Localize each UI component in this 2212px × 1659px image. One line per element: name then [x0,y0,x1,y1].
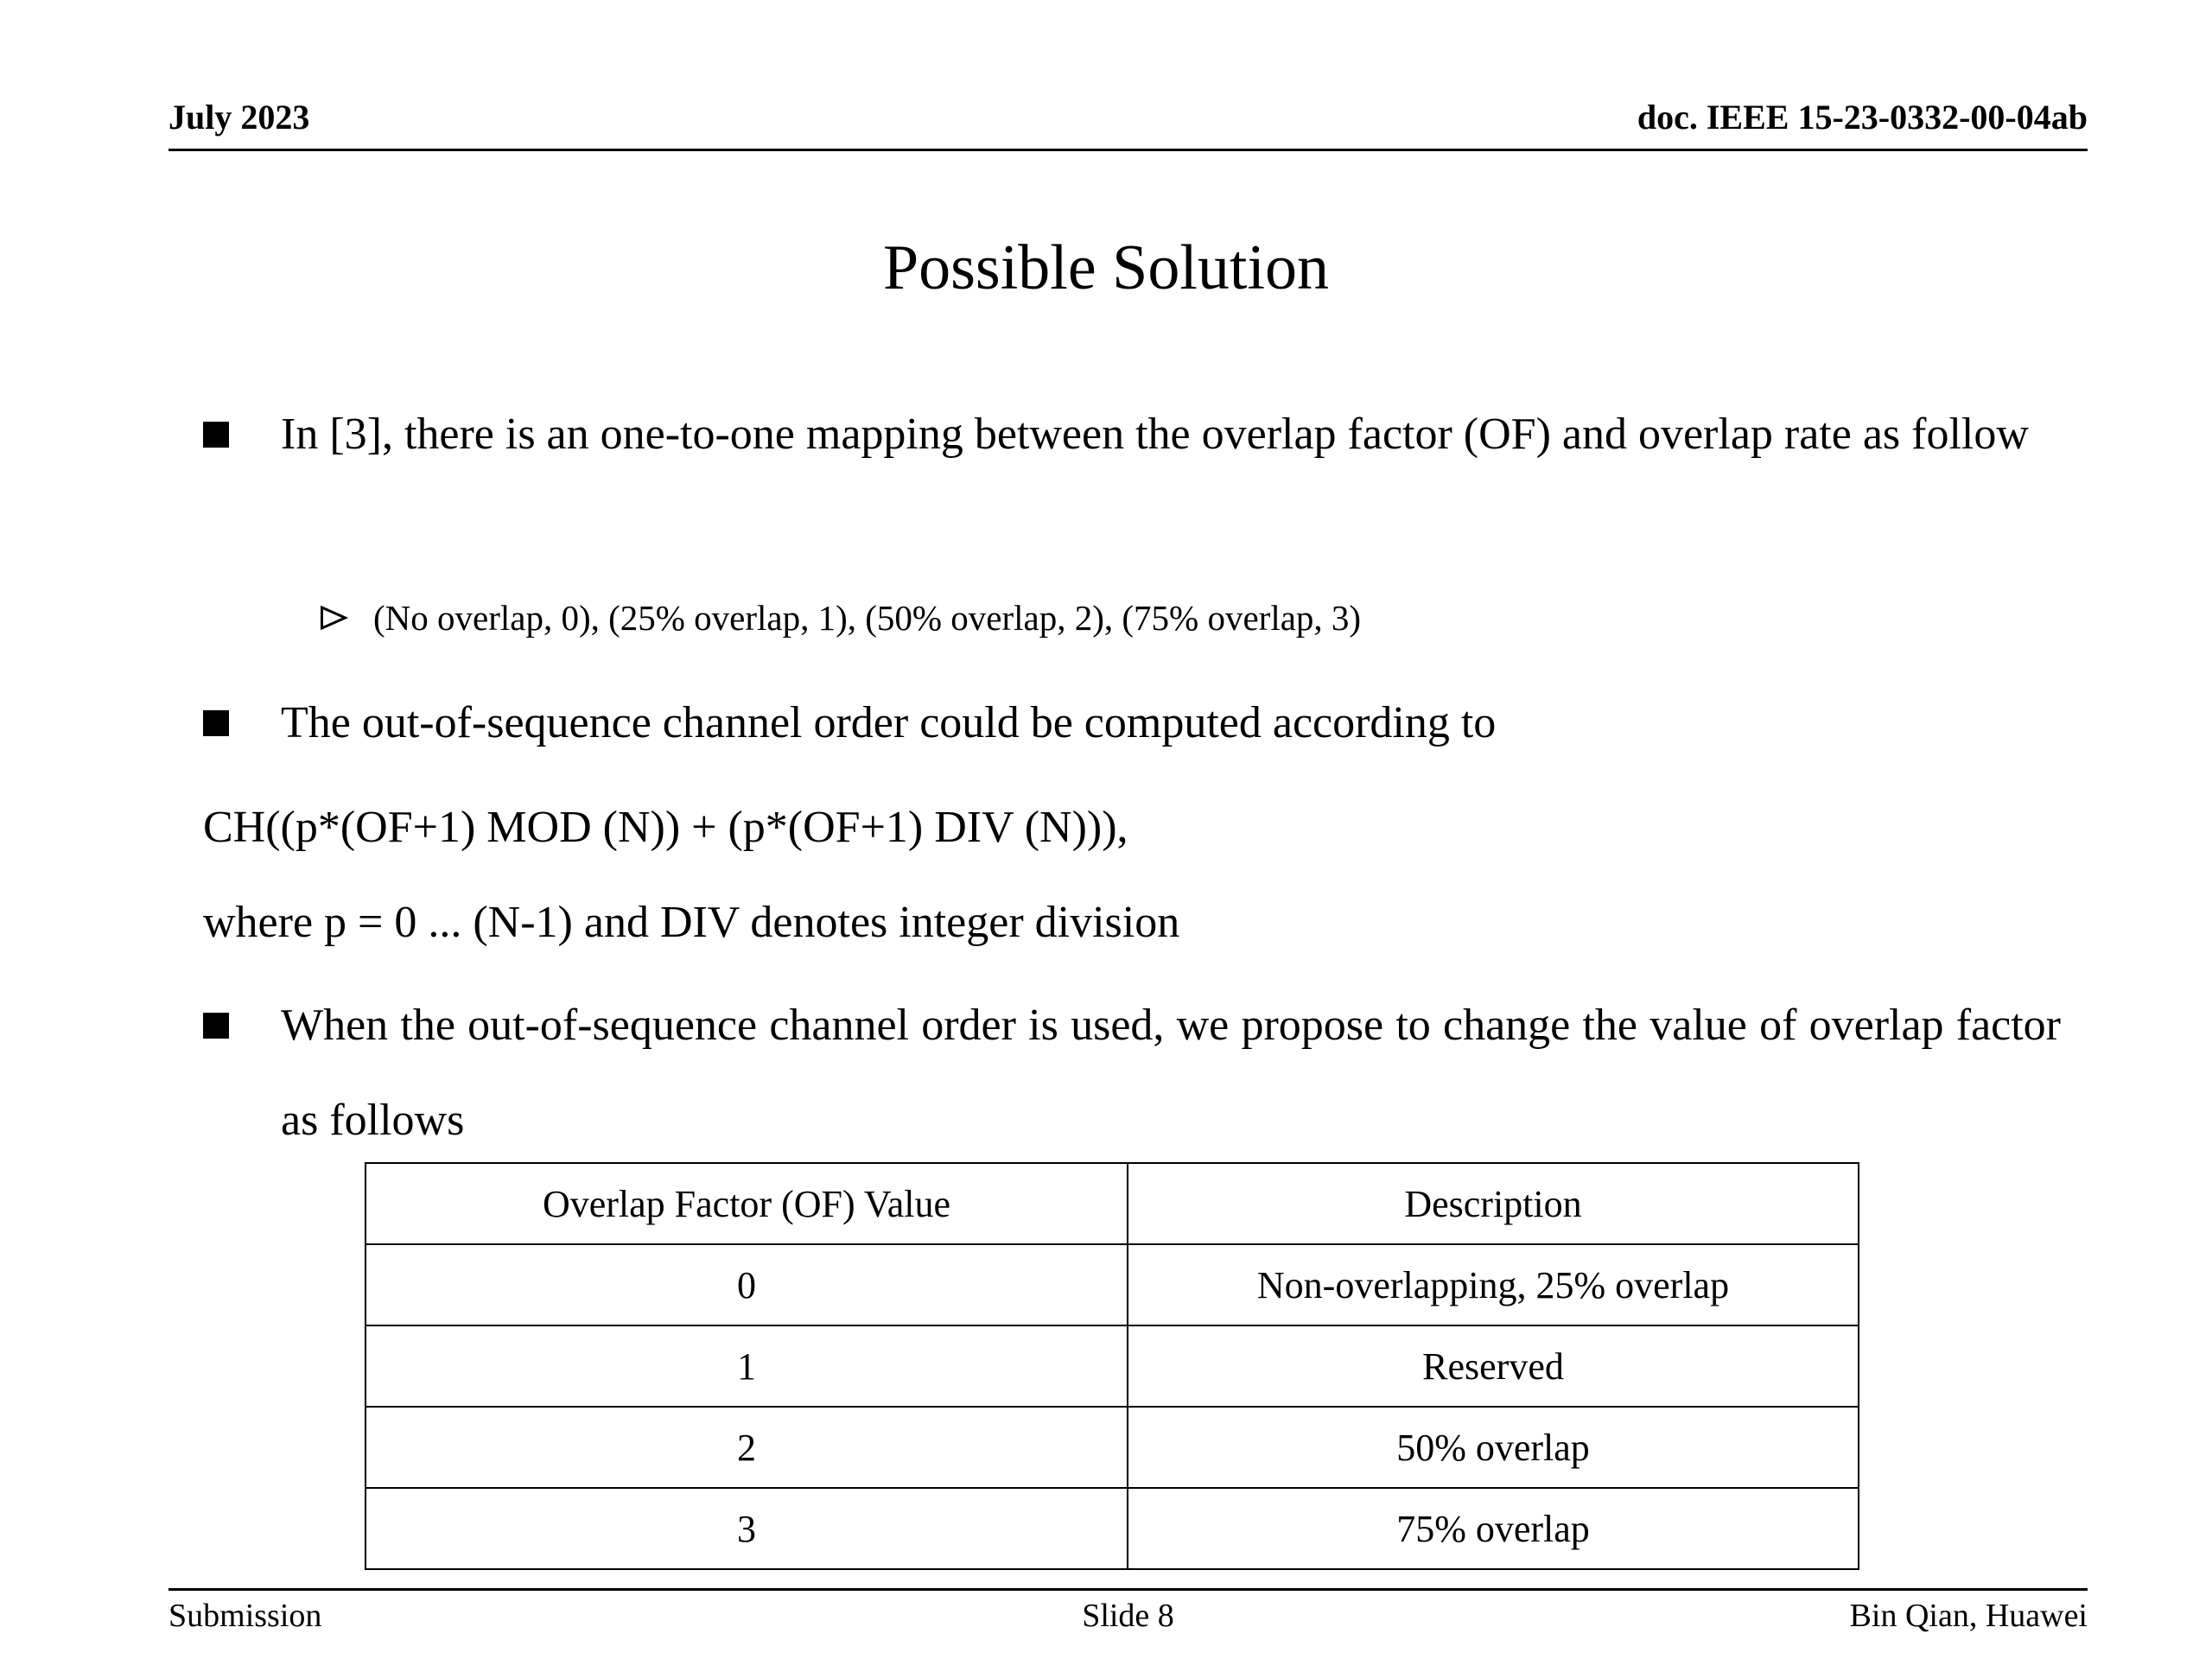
table-cell-of-value: 1 [365,1325,1128,1407]
table-cell-description: Reserved [1128,1325,1859,1407]
header-date: July 2023 [168,98,310,137]
page-header [168,97,2088,137]
table-header-of-value: Overlap Factor (OF) Value [365,1163,1128,1244]
footer-author: Bin Qian, Huawei [1849,1598,2088,1634]
bullet-text: In [3], there is an one-to-one mapping between the overlap factor (OF) and overlap rate as follow [281,410,2029,459]
bullet-text: The out-of-sequence channel order could be computed according to [281,698,1497,747]
table-row [365,1244,1859,1325]
square-bullet-icon [203,422,229,448]
formula-line: where p = 0 ... (N-1) and DIV denotes integer division [203,898,1180,947]
table-row [365,1325,1859,1407]
footer-rule [168,1588,2088,1591]
table-row [365,1488,1859,1569]
footer-slide-number: Slide 8 [1082,1598,1174,1634]
sub-bullet-item-overlap-pairs [318,588,1361,648]
table-cell-description: Non-overlapping, 25% overlap [1128,1244,1859,1325]
overlap-factor-table [365,1162,1859,1570]
bullet-item-mapping [203,387,2061,482]
bullet-item-channel-order [203,676,2061,771]
square-bullet-icon [203,1013,229,1039]
header-doc-number: doc. IEEE 15-23-0332-00-04ab [1637,98,2088,137]
footer-submission: Submission [168,1598,322,1634]
table-cell-of-value: 3 [365,1488,1128,1569]
arrowhead-bullet-icon [318,602,349,633]
table-cell-of-value: 2 [365,1407,1128,1488]
table-row [365,1407,1859,1488]
header-rule [168,149,2088,151]
page-footer [168,1597,2088,1635]
table-header-row [365,1163,1859,1244]
square-bullet-icon [203,710,229,736]
sub-bullet-text: (No overlap, 0), (25% overlap, 1), (50% overlap, 2), (75% overlap, 3) [373,598,1362,638]
bullet-text: When the out-of-sequence channel order is used, we propose to change the value of overlap factor as follows [281,1001,2061,1145]
table-cell-of-value: 0 [365,1244,1128,1325]
formula-line: CH((p*(OF+1) MOD (N)) + (p*(OF+1) DIV (N))), [203,803,1128,852]
table-header-description: Description [1128,1163,1859,1244]
slide-title: Possible Solution [882,232,1330,303]
bullet-item-overlap-factor-change [203,978,2061,1168]
table-cell-description: 75% overlap [1128,1488,1859,1569]
table-cell-description: 50% overlap [1128,1407,1859,1488]
